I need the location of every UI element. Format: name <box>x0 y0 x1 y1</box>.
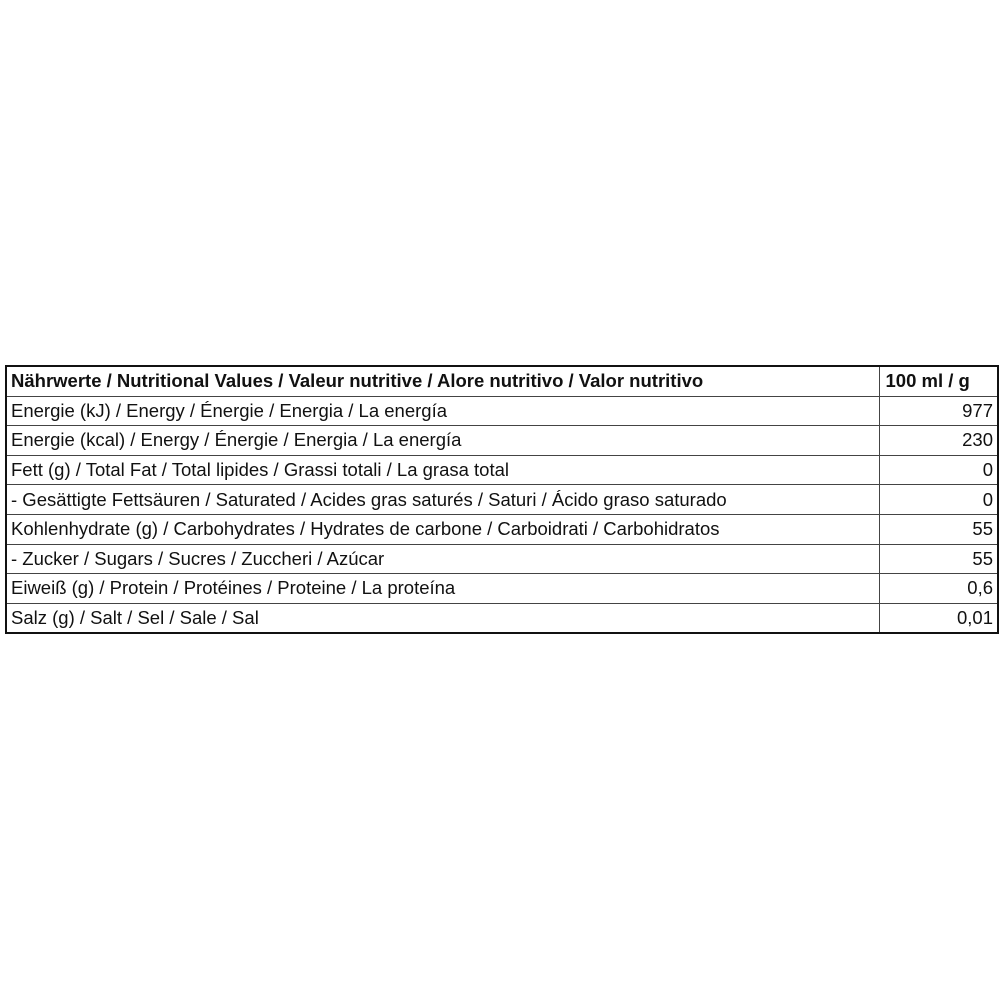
table-row <box>6 455 998 485</box>
nutrient-value-protein: 0,6 <box>879 574 998 604</box>
nutrient-value-energy-kcal: 230 <box>879 426 998 456</box>
table-row <box>6 544 998 574</box>
table-row <box>6 514 998 544</box>
nutrient-label-sugars: - Zucker / Sugars / Sucres / Zuccheri / Azúcar <box>6 544 879 574</box>
nutrient-value-salt: 0,01 <box>879 603 998 633</box>
nutrient-label-salt: Salz (g) / Salt / Sel / Sale / Sal <box>6 603 879 633</box>
nutrition-table-container <box>5 365 997 634</box>
nutrient-column-header: Nährwerte / Nutritional Values / Valeur nutritive / Alore nutritivo / Valor nutritivo <box>6 366 879 396</box>
nutrient-value-energy-kj: 977 <box>879 396 998 426</box>
nutrient-value-saturated-fat: 0 <box>879 485 998 515</box>
nutrient-label-carbohydrates: Kohlenhydrate (g) / Carbohydrates / Hydrates de carbone / Carboidrati / Carbohidratos <box>6 514 879 544</box>
nutrient-label-protein: Eiweiß (g) / Protein / Protéines / Proteine / La proteína <box>6 574 879 604</box>
table-row <box>6 396 998 426</box>
nutrient-value-fat: 0 <box>879 455 998 485</box>
nutrient-label-fat: Fett (g) / Total Fat / Total lipides / Grassi totali / La grasa total <box>6 455 879 485</box>
nutrient-label-energy-kcal: Energie (kcal) / Energy / Énergie / Energia / La energía <box>6 426 879 456</box>
table-row <box>6 426 998 456</box>
nutrient-label-saturated-fat: - Gesättigte Fettsäuren / Saturated / Acides gras saturés / Saturi / Ácido graso saturado <box>6 485 879 515</box>
table-row <box>6 603 998 633</box>
nutrient-value-sugars: 55 <box>879 544 998 574</box>
table-header-row <box>6 366 998 396</box>
nutrient-label-energy-kj: Energie (kJ) / Energy / Énergie / Energia / La energía <box>6 396 879 426</box>
nutrition-table <box>5 365 999 634</box>
nutrient-value-carbohydrates: 55 <box>879 514 998 544</box>
table-row <box>6 485 998 515</box>
table-row <box>6 574 998 604</box>
value-column-header: 100 ml / g <box>879 366 998 396</box>
